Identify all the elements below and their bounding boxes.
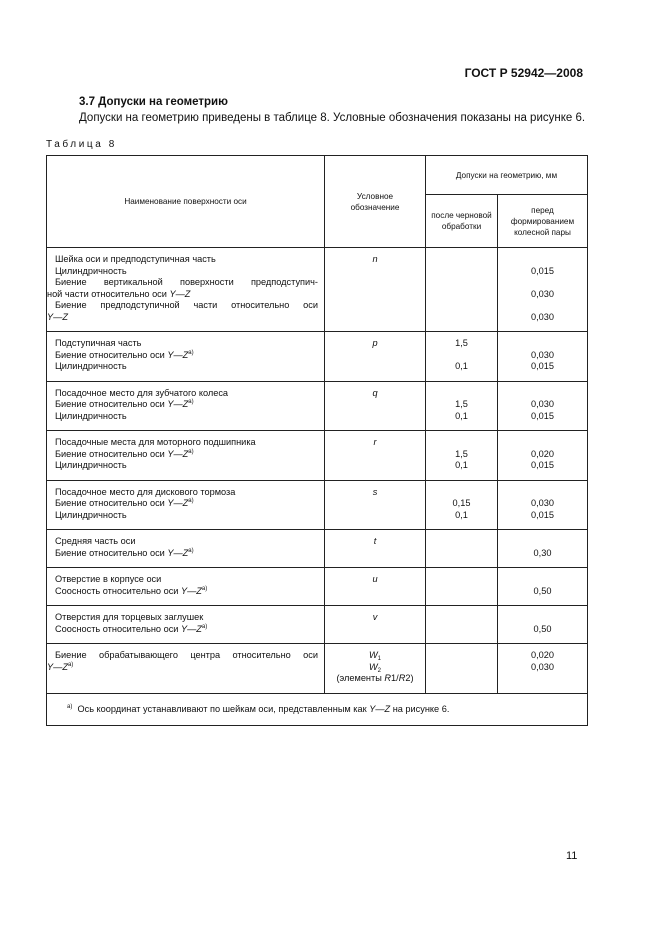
tolerance-table xyxy=(46,155,588,726)
tolerance-value: 0,030 xyxy=(531,288,554,299)
symbol-cell xyxy=(325,480,426,530)
tolerance-value: 0,015 xyxy=(531,460,554,470)
surface-name: Цилиндричность xyxy=(55,265,127,276)
footnote: $^{a)}$ Ось координат устанавливают по шейкам оси, представленным как Y—Z на рисунке 6. xyxy=(47,693,588,726)
forming-cell xyxy=(498,568,588,606)
surface-name-cell xyxy=(47,530,325,568)
forming-cell xyxy=(498,248,588,332)
surface-name: Цилиндричность xyxy=(55,460,127,470)
surface-name-cell xyxy=(47,644,325,694)
surface-name: Y—Z xyxy=(47,311,68,322)
tolerance-value: 0,15 xyxy=(452,498,471,508)
table-row xyxy=(47,381,588,431)
surface-name: Биение обрабатывающего центра относительно оси xyxy=(55,650,318,660)
tolerance-value: 0,015 xyxy=(531,265,554,276)
table-row xyxy=(47,480,588,530)
table-row xyxy=(47,568,588,606)
tolerance-value: 0,015 xyxy=(531,361,554,371)
forming-cell xyxy=(498,381,588,431)
surface-name-cell xyxy=(47,248,325,332)
symbol-cell xyxy=(325,431,426,481)
surface-name-cell xyxy=(47,332,325,382)
surface-name-cell xyxy=(47,568,325,606)
forming-cell xyxy=(498,606,588,644)
surface-name: Посадочное место для дискового тормоза xyxy=(55,486,236,497)
symbol: q xyxy=(372,387,378,398)
surface-name: Биение вертикальной поверхности предподступич- xyxy=(55,277,318,287)
forming-cell xyxy=(498,431,588,481)
surface-name: Биение относительно оси $Y—Z^{a)}$ xyxy=(55,448,194,459)
surface-name-cell xyxy=(47,431,325,481)
tolerance-value: 0,030 xyxy=(531,349,554,360)
rough-cell xyxy=(426,332,498,382)
surface-name: Соосность относительно оси $Y—Z^{a)}$ xyxy=(55,623,208,634)
tolerance-value: 0,030 xyxy=(531,498,554,508)
symbol-cell xyxy=(325,530,426,568)
tolerance-value: 0,030 xyxy=(531,311,554,322)
tolerance-value: 0,1 xyxy=(455,460,468,470)
surface-name: Цилиндричность xyxy=(55,410,127,421)
table-row xyxy=(47,431,588,481)
tolerance-value: 0,015 xyxy=(531,509,554,520)
surface-name: ной части относительно оси Y—Z xyxy=(47,288,191,299)
table-row xyxy=(47,248,588,332)
symbol-cell xyxy=(325,381,426,431)
table-row xyxy=(47,530,588,568)
surface-name: Биение относительно оси $Y—Z^{a)}$ xyxy=(55,547,194,558)
surface-name: Отверстия для торцевых заглушек xyxy=(55,612,204,622)
table-row xyxy=(47,644,588,694)
rough-cell xyxy=(426,606,498,644)
forming-cell xyxy=(498,530,588,568)
symbol-cell xyxy=(325,248,426,332)
rough-cell xyxy=(426,568,498,606)
footnote-mark: a) xyxy=(67,703,73,710)
symbol: p xyxy=(372,338,378,348)
header-before-forming: перед формированием колесной пары xyxy=(498,195,588,248)
surface-name-cell xyxy=(47,606,325,644)
tolerance-value: 0,50 xyxy=(533,623,552,634)
symbol: u xyxy=(372,574,378,584)
tolerance-value: 1,5 xyxy=(455,338,468,348)
symbol: v xyxy=(372,612,378,622)
surface-name: Посадочное место для зубчатого колеса xyxy=(55,387,229,398)
surface-name: Биение относительно оси $Y—Z^{a)}$ xyxy=(55,349,194,360)
surface-name: Подступичная часть xyxy=(55,338,142,348)
surface-name: Соосность относительно оси $Y—Z^{a)}$ xyxy=(55,585,208,596)
tolerance-value: 1,5 xyxy=(455,448,468,459)
table-caption: Таблица 8 xyxy=(46,139,117,150)
surface-name: Отверстие в корпусе оси xyxy=(55,574,162,584)
tolerance-value: 0,015 xyxy=(531,410,554,421)
rough-cell xyxy=(426,480,498,530)
rough-cell xyxy=(426,381,498,431)
surface-name: Шейка оси и предподступичная часть xyxy=(55,254,216,264)
tolerance-value: 0,030 xyxy=(531,399,554,409)
rough-cell xyxy=(426,644,498,694)
surface-name: Биение предподступичной части относительно оси xyxy=(55,300,318,310)
surface-name: Посадочные места для моторного подшипника xyxy=(55,437,256,447)
surface-name: Цилиндричность xyxy=(55,361,127,371)
rough-cell xyxy=(426,530,498,568)
forming-cell xyxy=(498,332,588,382)
section-title: 3.7 Допуски на геометрию xyxy=(79,96,228,108)
section-text: Допуски на геометрию приведены в таблице 8. Условные обозначения показаны на рисунке 6. xyxy=(79,112,586,124)
header-name: Наименование поверхности оси xyxy=(47,156,325,248)
tolerance-value: 0,1 xyxy=(455,509,468,520)
surface-name-cell xyxy=(47,381,325,431)
tolerance-value: 0,020 xyxy=(531,650,554,660)
document-id: ГОСТ Р 52942—2008 xyxy=(464,66,583,80)
symbol: n xyxy=(372,254,378,264)
forming-cell xyxy=(498,480,588,530)
tolerance-value: 0,020 xyxy=(531,448,554,459)
symbol-cell xyxy=(325,644,426,694)
footnote-row xyxy=(47,693,588,726)
tolerance-value: 0,30 xyxy=(533,547,552,558)
rough-cell xyxy=(426,431,498,481)
tolerance-value: 0,030 xyxy=(531,661,554,672)
surface-name: Биение относительно оси $Y—Z^{a)}$ xyxy=(55,399,194,409)
tolerance-value: 0,1 xyxy=(455,361,468,371)
header-tolerances: Допуски на геометрию, мм xyxy=(426,156,588,195)
symbol-cell xyxy=(325,606,426,644)
symbol: t xyxy=(373,536,377,546)
symbol: r xyxy=(373,437,377,447)
tolerance-value: 0,50 xyxy=(533,585,552,596)
surface-name-cell xyxy=(47,480,325,530)
surface-name: $Y—Z^{a)}$ xyxy=(47,661,74,672)
symbol: $W_2$ xyxy=(368,661,381,674)
header-after-rough: после черновой обработки xyxy=(426,195,498,248)
symbol-cell xyxy=(325,332,426,382)
forming-cell xyxy=(498,644,588,694)
symbol: $W_1$ xyxy=(368,650,381,662)
symbol-note: (элементы R1/R2) xyxy=(336,673,414,683)
symbol: s xyxy=(372,486,378,497)
surface-name: Биение относительно оси $Y—Z^{a)}$ xyxy=(55,498,194,508)
header-symbol: Условное обозначение xyxy=(325,156,426,248)
symbol-cell xyxy=(325,568,426,606)
page-number: 11 xyxy=(566,850,578,862)
surface-name: Цилиндричность xyxy=(55,509,127,520)
table-row xyxy=(47,606,588,644)
table-row xyxy=(47,332,588,382)
rough-cell xyxy=(426,248,498,332)
tolerance-value: 0,1 xyxy=(455,410,468,421)
tolerance-value: 1,5 xyxy=(455,399,468,409)
surface-name: Средняя часть оси xyxy=(55,536,136,546)
